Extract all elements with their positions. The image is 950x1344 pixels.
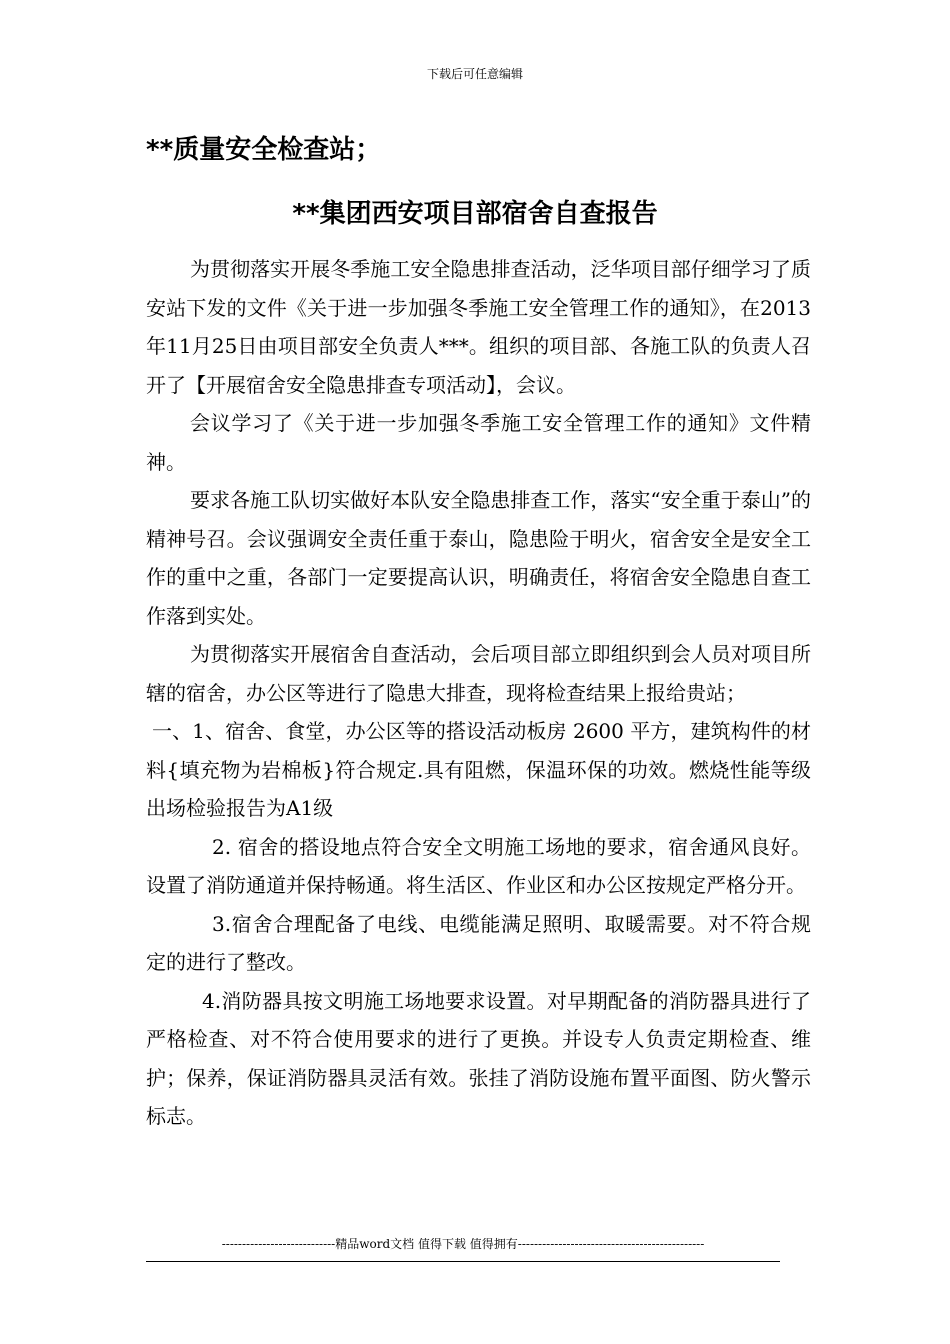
paragraph-requirements: 要求各施工队切实做好本队安全隐患排查工作，落实“安全重于泰山”的精神号召。会议强调安全责任重于泰山，隐患险于明火，宿舍安全是安全工作的重中之重，各部门一定要提高认识，明确责任，将宿舍安全隐患自查工作落到实处。 (146, 488, 811, 628)
footer-rule (146, 1261, 780, 1262)
list-item-1: 一、1、宿舍、食堂，办公区等的搭设活动板房 2600 平方，建筑构件的材料{填充物为岩棉板}符合规定.具有阻燃，保温环保的功效。燃烧性能等级出场检验报告为A1级 (146, 719, 811, 820)
page-header: 下载后可任意编辑 (426, 67, 523, 81)
list-item-2: 2. 宿舍的搭设地点符合安全文明施工场地的要求，宿舍通风良好。设置了消防通道并保持畅通。将生活区、作业区和办公区按规定严格分开。 (146, 834, 811, 897)
recipient-line: **质量安全检查站； (146, 135, 382, 165)
list-item-3: 3.宿舍合理配备了电线、电缆能满足照明、取暖需要。对不符合规定的进行了整改。 (146, 911, 811, 974)
paragraph-intro: 为贯彻落实开展冬季施工安全隐患排查活动，泛华项目部仔细学习了质安站下发的文件《关于进一步加强冬季施工安全管理工作的通知》，在2013年11月25日由项目部安全负责人***。组织的项目部、各施工队的负责人召开了【开展宿舍安全隐患排查专项活动】，会议。 (146, 257, 811, 397)
paragraph-meeting-study: 会议学习了《关于进一步加强冬季施工安全管理工作的通知》文件精神。 (146, 411, 811, 474)
document-title: **集团西安项目部宿舍自查报告 (292, 199, 658, 229)
paragraph-inspection: 为贯彻落实开展宿舍自查活动，会后项目部立即组织到会人员对项目所辖的宿舍，办公区等进行了隐患大排查，现将检查结果上报给贵站； (146, 642, 811, 705)
list-item-4: 4.消防器具按文明施工场地要求设置。对早期配备的消防器具进行了严格检查、对不符合使用要求的进行了更换。并设专人负责定期检查、维护；保养，保证消防器具灵活有效。张挂了消防设施布置平面图、防火警示标志。 (146, 988, 811, 1128)
document-body (146, 250, 811, 1136)
page-footer: ----------------------------精品word文档 值得下载 值得拥有---------------------------------------------- (221, 1237, 705, 1251)
